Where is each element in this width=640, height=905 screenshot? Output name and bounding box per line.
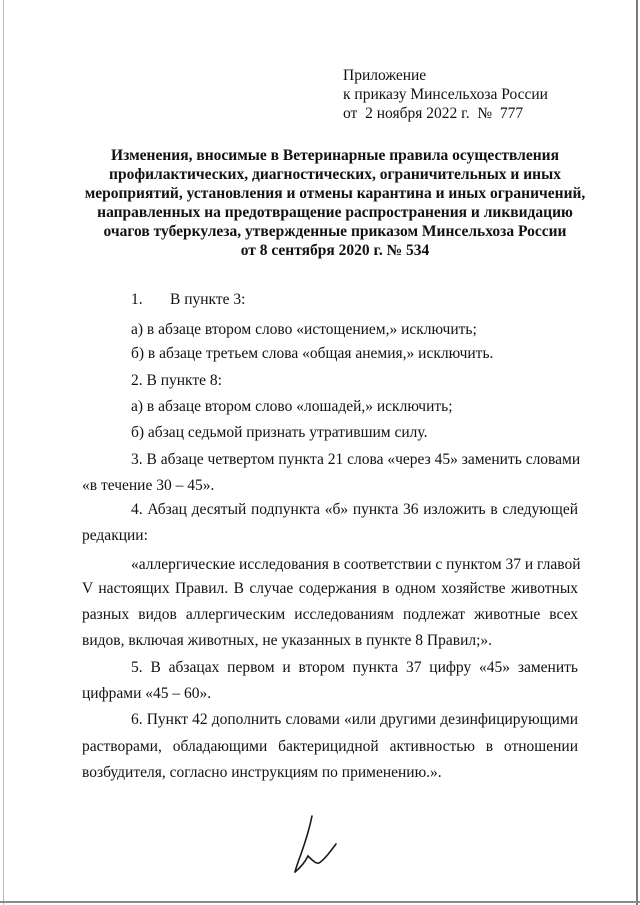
item-6-line-3: возбудителя, согласно инструкциям по применению.». — [82, 764, 442, 781]
quote-line-2: V настоящих Правил. В случае содержания в одном хозяйстве животных — [82, 580, 578, 597]
item-2b: б) абзац седьмой признать утратившим силу. — [131, 424, 428, 441]
appendix-label: Приложение — [343, 67, 427, 84]
quote-line-4: видов, включая животных, не указанных в пункте 8 Правил;». — [82, 632, 493, 649]
title-line: очагов туберкулеза, утвержденные приказом Минсельхоза России — [103, 223, 567, 240]
item-2: 2. В пункте 8: — [131, 372, 222, 389]
item-6-line-2: растворами, обладающими бактерицидной активностью в отношении — [82, 738, 578, 755]
document-title — [80, 146, 590, 260]
item-1-text: В пункте 3: — [170, 291, 246, 308]
title-line: Изменения, вносимые в Ветеринарные правила осуществления — [111, 147, 559, 164]
item-3-line-2: «в течение 30 – 45». — [82, 477, 215, 494]
title-line: мероприятий, установления и отмены карантина и иных ограничений, — [84, 185, 586, 202]
item-4-line-2: редакции: — [82, 527, 148, 544]
item-1b: б) в абзаце третьем слова «общая анемия,» исключить. — [131, 345, 494, 362]
page-edge-bottom — [0, 901, 640, 903]
item-5-line-2: цифрами «45 – 60». — [82, 685, 212, 702]
page-edge-left — [3, 0, 4, 905]
signature-icon — [286, 812, 342, 876]
title-line: от 8 сентября 2020 г. № 534 — [240, 242, 430, 259]
item-1 — [131, 291, 578, 309]
item-3-line-1: 3. В абзаце четвертом пункта 21 слова «через 45» заменить словами — [131, 451, 581, 468]
item-4-line-1: 4. Абзац десятый подпункта «б» пункта 36 изложить в следующей — [131, 501, 578, 518]
item-5-line-1: 5. В абзацах первом и втором пункта 37 цифру «45» заменить — [131, 659, 578, 676]
appendix-order-date: от 2 ноября 2022 г. № 777 — [343, 105, 524, 122]
appendix-header — [343, 66, 548, 123]
page-edge-right — [636, 0, 638, 905]
title-line: направленных на предотвращение распространения и ликвидацию — [97, 204, 573, 221]
item-6-line-1: 6. Пункт 42 дополнить словами «или другими дезинфицирующими — [131, 711, 578, 728]
item-1-number: 1. — [131, 291, 143, 308]
appendix-order-ref: к приказу Минсельхоза России — [343, 86, 548, 103]
quote-line-3: разных видов аллергическим исследованиям подлежат животные всех — [82, 606, 578, 623]
item-1a: а) в абзаце втором слово «истощением,» исключить; — [131, 321, 477, 338]
quote-line-1: «аллергические исследования в соответствии с пунктом 37 и главой — [131, 556, 581, 573]
title-line: профилактических, диагностических, ограничительных и иных — [109, 166, 561, 183]
item-2a: а) в абзаце втором слово «лошадей,» исключить; — [131, 398, 453, 415]
